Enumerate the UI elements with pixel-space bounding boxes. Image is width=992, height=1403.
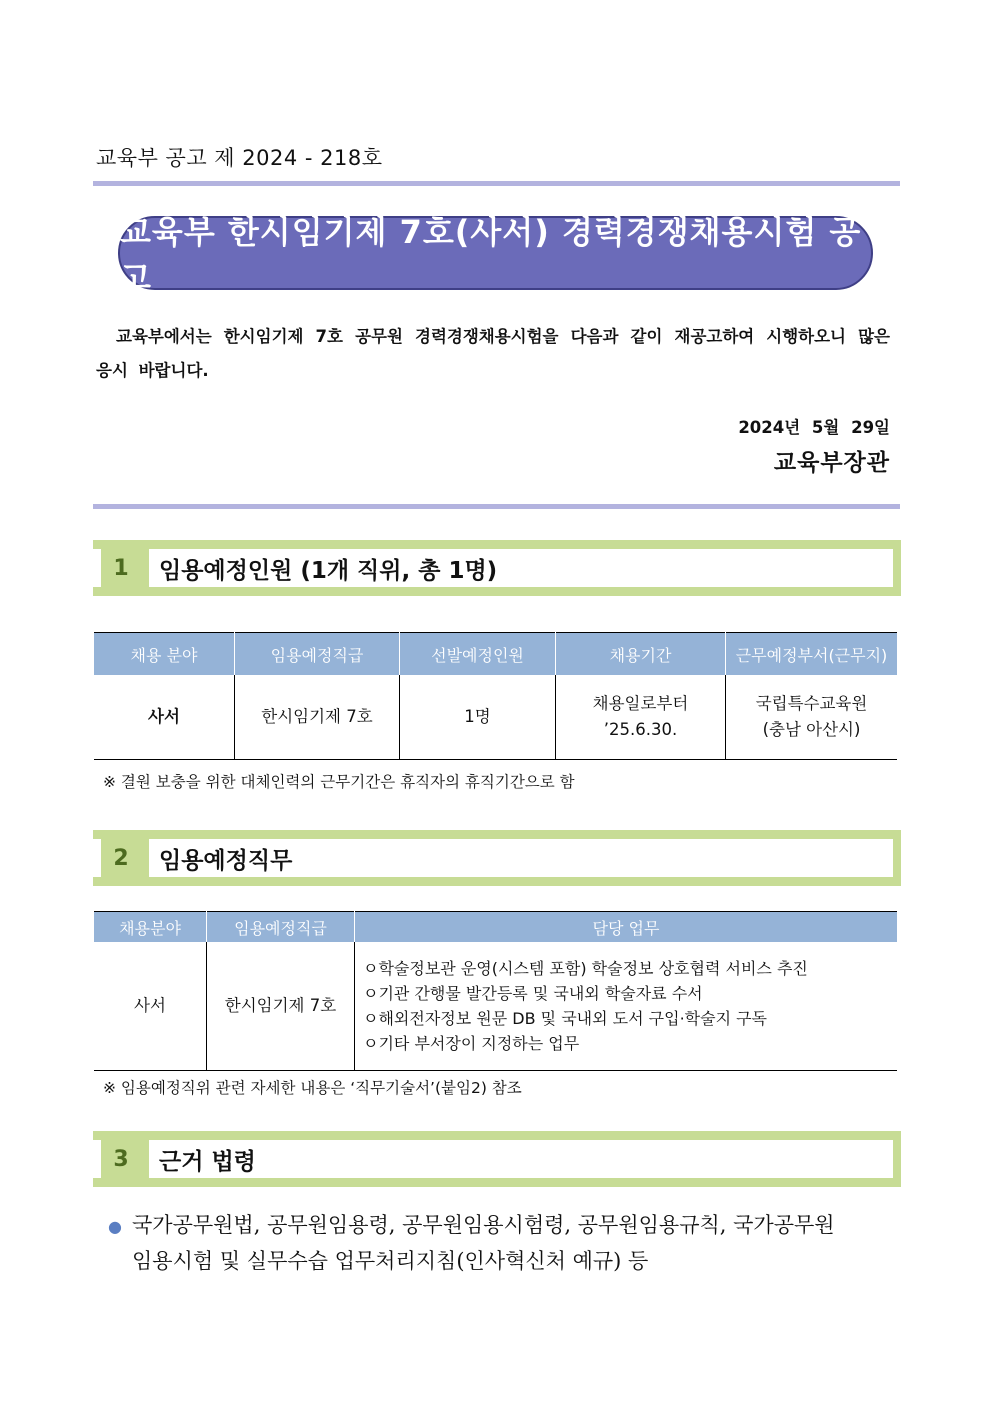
col-header: 채용분야 bbox=[94, 912, 207, 943]
cell-grade: 한시임기제 7호 bbox=[235, 675, 400, 760]
duty-table bbox=[94, 911, 897, 1071]
duty-item: ㅇ해외전자정보 원문 DB 및 국내외 도서 구입·학술지 구독 bbox=[363, 1009, 768, 1028]
document-title: 교육부 한시임기제 7호(사서) 경력경쟁채용시험 공고 bbox=[118, 216, 873, 290]
cell-count: 1명 bbox=[400, 675, 556, 760]
recruitment-table bbox=[94, 632, 897, 760]
section-number: 2 bbox=[113, 845, 129, 871]
cell-field: 사서 bbox=[94, 675, 235, 760]
section-2-note: ※ 임용예정직위 관련 자세한 내용은 ‘직무기술서’(붙임2) 참조 bbox=[103, 1079, 522, 1097]
cell-period bbox=[556, 675, 726, 760]
header-rule bbox=[93, 181, 900, 186]
notice-date: 2024년 5월 29일 bbox=[738, 418, 890, 437]
section-title: 임용예정직무 bbox=[159, 847, 293, 874]
table-row bbox=[94, 942, 897, 1071]
law-line-2: 임용시험 및 실무수습 업무처리지침(인사혁신처 예규) 등 bbox=[132, 1249, 649, 1273]
section-1-header bbox=[93, 540, 901, 596]
col-header: 담당 업무 bbox=[355, 912, 898, 943]
section-1-note: ※ 결원 보충을 위한 대체인력의 근무기간은 휴직자의 휴직기간으로 함 bbox=[103, 773, 575, 791]
intro-paragraph: 교육부에서는 한시임기제 7호 공무원 경력경쟁채용시험을 다음과 같이 재공고하여 시행하오니 많은 응시 바랍니다. bbox=[96, 327, 890, 380]
signer: 교육부장관 bbox=[773, 449, 890, 476]
col-header: 채용기간 bbox=[556, 633, 726, 676]
duty-item: ㅇ학술정보관 운영(시스템 포함) 학술정보 상호협력 서비스 추진 bbox=[363, 959, 808, 978]
col-header: 임용예정직급 bbox=[207, 912, 355, 943]
cell-duties bbox=[355, 942, 898, 1071]
duty-item: ㅇ기타 부서장이 지정하는 업무 bbox=[363, 1034, 580, 1053]
divider-rule bbox=[93, 504, 900, 509]
section-title: 근거 법령 bbox=[159, 1148, 256, 1175]
section-2-header bbox=[93, 830, 901, 886]
col-header: 근무예정부서(근무지) bbox=[726, 633, 898, 676]
notice-number: 교육부 공고 제 2024 - 218호 bbox=[96, 146, 383, 170]
cell-dept bbox=[726, 675, 898, 760]
bullet-icon: ● bbox=[108, 1217, 122, 1236]
period-line-1: 채용일로부터 bbox=[592, 694, 689, 713]
legal-basis bbox=[108, 1208, 898, 1279]
period-line-2: ’25.6.30. bbox=[603, 720, 678, 739]
section-title: 임용예정인원 (1개 직위, 총 1명) bbox=[159, 557, 498, 584]
cell-field: 사서 bbox=[94, 942, 207, 1071]
section-number: 3 bbox=[113, 1146, 129, 1172]
duty-item: ㅇ기관 간행물 발간등록 및 국내외 학술자료 수서 bbox=[363, 984, 703, 1003]
table-row bbox=[94, 675, 897, 760]
col-header: 채용 분야 bbox=[94, 633, 235, 676]
col-header: 임용예정직급 bbox=[235, 633, 400, 676]
dept-line-2: (충남 아산시) bbox=[762, 720, 861, 739]
col-header: 선발예정인원 bbox=[400, 633, 556, 676]
section-3-header bbox=[93, 1131, 901, 1187]
section-number: 1 bbox=[113, 555, 129, 581]
cell-grade: 한시임기제 7호 bbox=[207, 942, 355, 1071]
law-line-1: 국가공무원법, 공무원임용령, 공무원임용시험령, 공무원임용규칙, 국가공무원 bbox=[132, 1213, 835, 1237]
dept-line-1: 국립특수교육원 bbox=[755, 694, 868, 713]
